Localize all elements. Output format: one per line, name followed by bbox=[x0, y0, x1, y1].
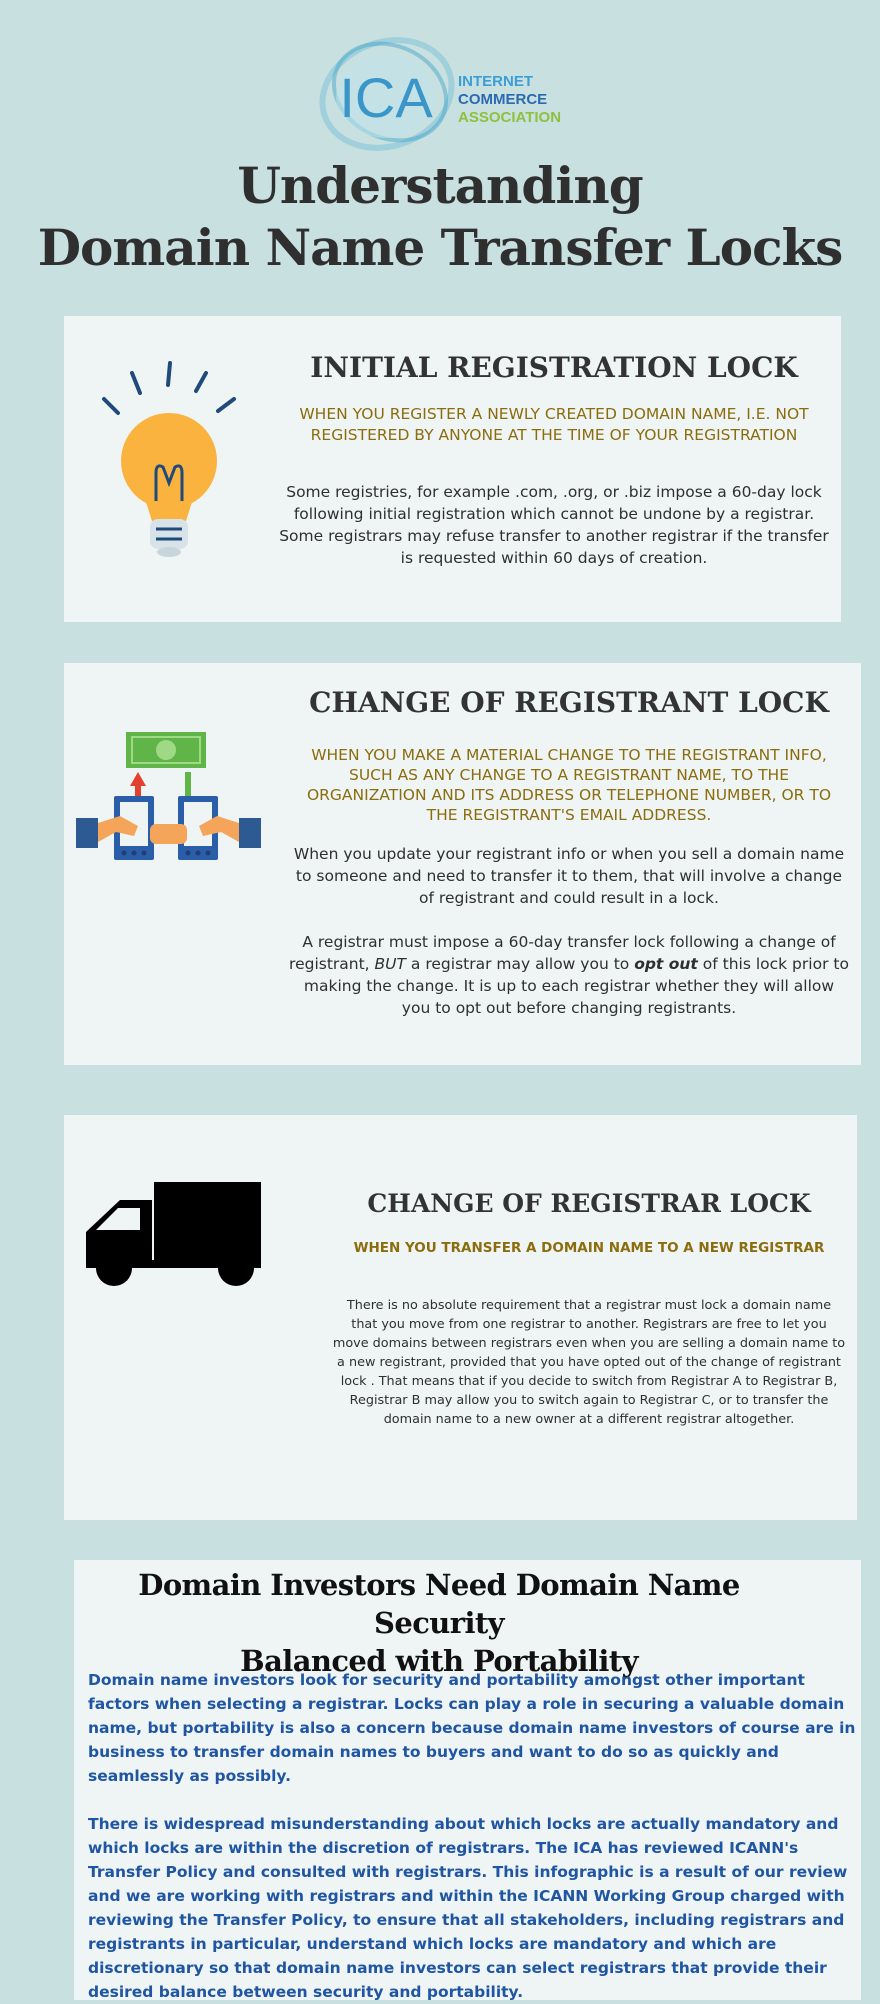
body2-part-e: of this lock prior to making the change. It is up to each registrar whether they will allow you to opt out before changing registrants. bbox=[303, 955, 849, 1017]
truck-icon bbox=[86, 1182, 261, 1286]
logo-mark-text: ICA bbox=[339, 66, 433, 129]
domain-investors-card bbox=[74, 1560, 861, 2000]
section-body-1: When you update your registrant info or when you sell a domain name to someone and need to transfer it to them, that will involve a change of registrant and could result in a lock. bbox=[293, 845, 845, 907]
logo-line-commerce: COMMERCE bbox=[458, 91, 548, 108]
change-of-registrant-lock-card bbox=[64, 663, 861, 1065]
investors-paragraph-2: There is widespread misunderstanding about which locks are actually mandatory and which locks are within the discretion of registrars. The ICA has reviewed ICANN's Transfer Policy and consulted with registrars. This infographic is a result of our review and we are working with registrars and within the ICANN Working Group charged with reviewing the Transfer Policy, to ensure that all stakeholders, including registrars and registrants in particular, understand which locks are mandatory and which are discretionary so that domain name investors can select registrars that provide their desired balance between security and portability. bbox=[88, 1815, 848, 2001]
body2-part-a: A registrar must impose a 60-day transfer lock following a change of registrant, bbox=[289, 933, 836, 973]
ica-logo bbox=[312, 30, 582, 160]
section-subheading: WHEN YOU TRANSFER A DOMAIN NAME TO A NEW REGISTRAR bbox=[353, 1240, 825, 1256]
body2-but: BUT bbox=[374, 955, 406, 973]
logo-line-association: ASSOCIATION bbox=[458, 109, 562, 126]
section-subheading: WHEN YOU MAKE A MATERIAL CHANGE TO THE REGISTRANT INFO, SUCH AS ANY CHANGE TO A REGISTRANT NAME, TO THE ORGANIZATION AND ITS ADDRESS OR TELEPHONE NUMBER, OR TO THE REGISTRANT'S EMAIL ADDRESS. bbox=[306, 746, 832, 824]
lightbulb-icon bbox=[94, 351, 244, 561]
section-heading: CHANGE OF REGISTRAR LOCK bbox=[367, 1189, 811, 1218]
ica-logo-mark bbox=[312, 30, 462, 160]
investors-heading-line1: Domain Investors Need Domain Name Security bbox=[138, 1568, 740, 1640]
change-of-registrar-lock-card bbox=[64, 1115, 857, 1520]
section-body-2 bbox=[289, 931, 849, 1019]
investors-heading bbox=[74, 1566, 804, 1680]
section-heading: CHANGE OF REGISTRANT LOCK bbox=[309, 686, 829, 719]
section-heading: INITIAL REGISTRATION LOCK bbox=[310, 351, 798, 384]
section-body: Some registries, for example .com, .org, or .biz impose a 60-day lock following initial registration which cannot be undone by a registrar. Some registrars may refuse transfer to another registrar if the transfer is requested within 60 days of creation. bbox=[279, 483, 829, 567]
money-exchange-icon bbox=[76, 728, 261, 868]
body2-opt-out: opt out bbox=[634, 955, 698, 973]
initial-registration-lock-card bbox=[64, 316, 841, 622]
page-title bbox=[0, 155, 880, 279]
logo-line-internet: INTERNET bbox=[458, 73, 533, 90]
section-body: There is no absolute requirement that a registrar must lock a domain name that you move from one registrar to another. Registrars are free to let you move domains between registrars even when you are selling a domain name to a new registrant, provided that you have opted out of the change of registrant lock . That means that if you decide to switch from Registrar A to Registrar B, Registrar B may allow you to switch again to Registrar C, or to transfer the domain name to a new owner at a different registrar altogether. bbox=[332, 1298, 846, 1427]
investors-paragraph-1: Domain name investors look for security and portability amongst other important factors when selecting a registrar. Locks can play a role in securing a valuable domain name, but portability is also a concern because domain name investors of course are in business to transfer domain names to buyers and want to do so as quickly and seamlessly as possibly. bbox=[88, 1671, 856, 1785]
page-title-line1: Understanding bbox=[237, 156, 643, 215]
section-subheading: WHEN YOU REGISTER A NEWLY CREATED DOMAIN NAME, I.E. NOT REGISTERED BY ANYONE AT THE TIME OF YOUR REGISTRATION bbox=[299, 405, 809, 444]
investors-heading-line2: Balanced with Portability bbox=[240, 1644, 638, 1678]
page-title-line2: Domain Name Transfer Locks bbox=[37, 218, 843, 277]
body2-part-c: a registrar may allow you to bbox=[406, 955, 635, 973]
